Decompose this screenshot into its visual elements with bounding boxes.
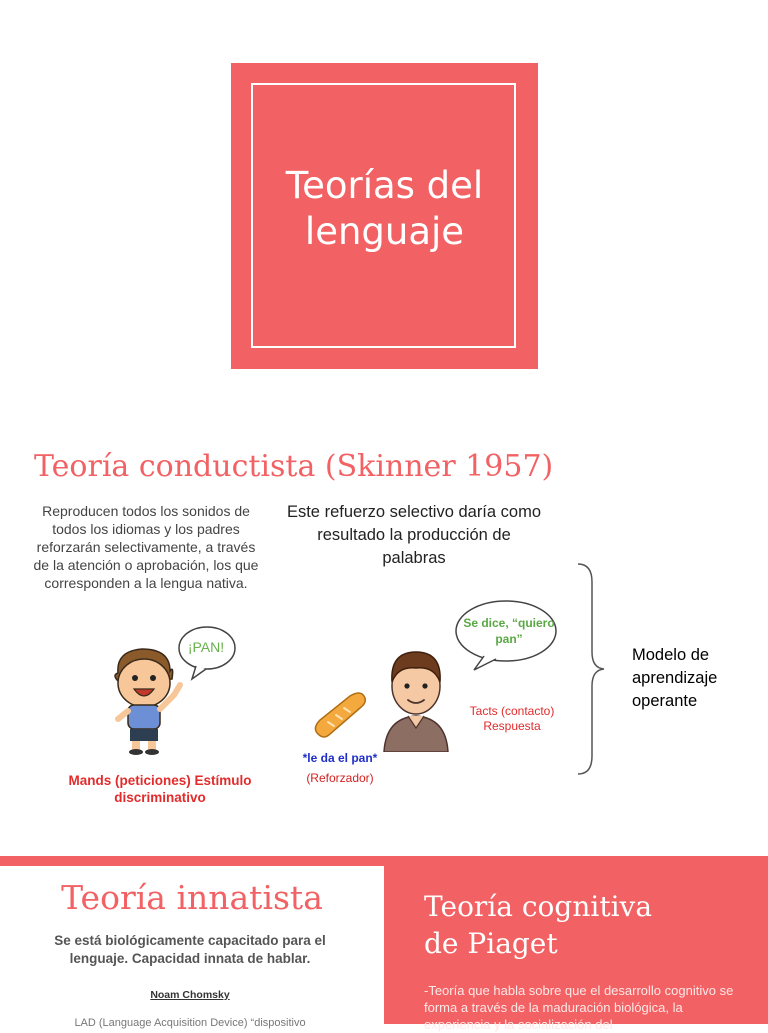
child-illustration-icon — [108, 645, 188, 755]
cognitiva-heading-line-1: Teoría cognitiva — [424, 890, 653, 923]
child-speech: ¡PAN! — [187, 639, 225, 655]
gives-bread-label: *le da el pan* — [302, 751, 378, 765]
page-title — [231, 163, 538, 255]
curly-brace-icon — [574, 562, 610, 776]
bread-icon — [312, 690, 368, 740]
man-illustration-icon — [376, 648, 456, 752]
mands-label: Mands (peticiones) Estímulo discriminativo — [68, 773, 252, 805]
conductista-result: Este refuerzo selectivo daría como resultado la producción de palabras — [286, 503, 542, 567]
tacts-label: Tacts (contacto) Respuesta — [469, 704, 555, 733]
title-line-1: Teorías del — [285, 164, 484, 207]
conductista-description: Reproducen todos los sonidos de todos los idiomas y los padres reforzarán selectivamente, a través de la atención o aprobación, los que corresponden a la lengua nativa. — [33, 503, 259, 591]
conductista-heading: Teoría conductista (Skinner 1957) — [34, 449, 554, 484]
cognitiva-description: -Teoría que habla sobre que el desarrollo cognitivo se forma a través de la maduración biológica, la experiencia y la socialización del — [424, 983, 734, 1032]
reinforcer-label: (Reforzador) — [306, 771, 374, 785]
conductista-model: Modelo de aprendizaje operante — [632, 646, 718, 710]
cognitiva-heading-line-2: de Piaget — [424, 927, 558, 960]
title-line-2: lenguaje — [304, 210, 465, 253]
adult-speech: Se dice, “quiero pan” — [463, 616, 555, 646]
innatista-author: Noam Chomsky — [150, 989, 230, 1001]
title-card — [231, 63, 538, 369]
innatista-lad: LAD (Language Acquisition Device) “dispositivo — [74, 1017, 306, 1029]
cognitiva-heading — [424, 888, 744, 962]
innatista-heading: Teoría innatista — [61, 878, 323, 917]
innatista-description: Se está biológicamente capacitado para el lenguaje. Capacidad innata de hablar. — [54, 933, 326, 966]
